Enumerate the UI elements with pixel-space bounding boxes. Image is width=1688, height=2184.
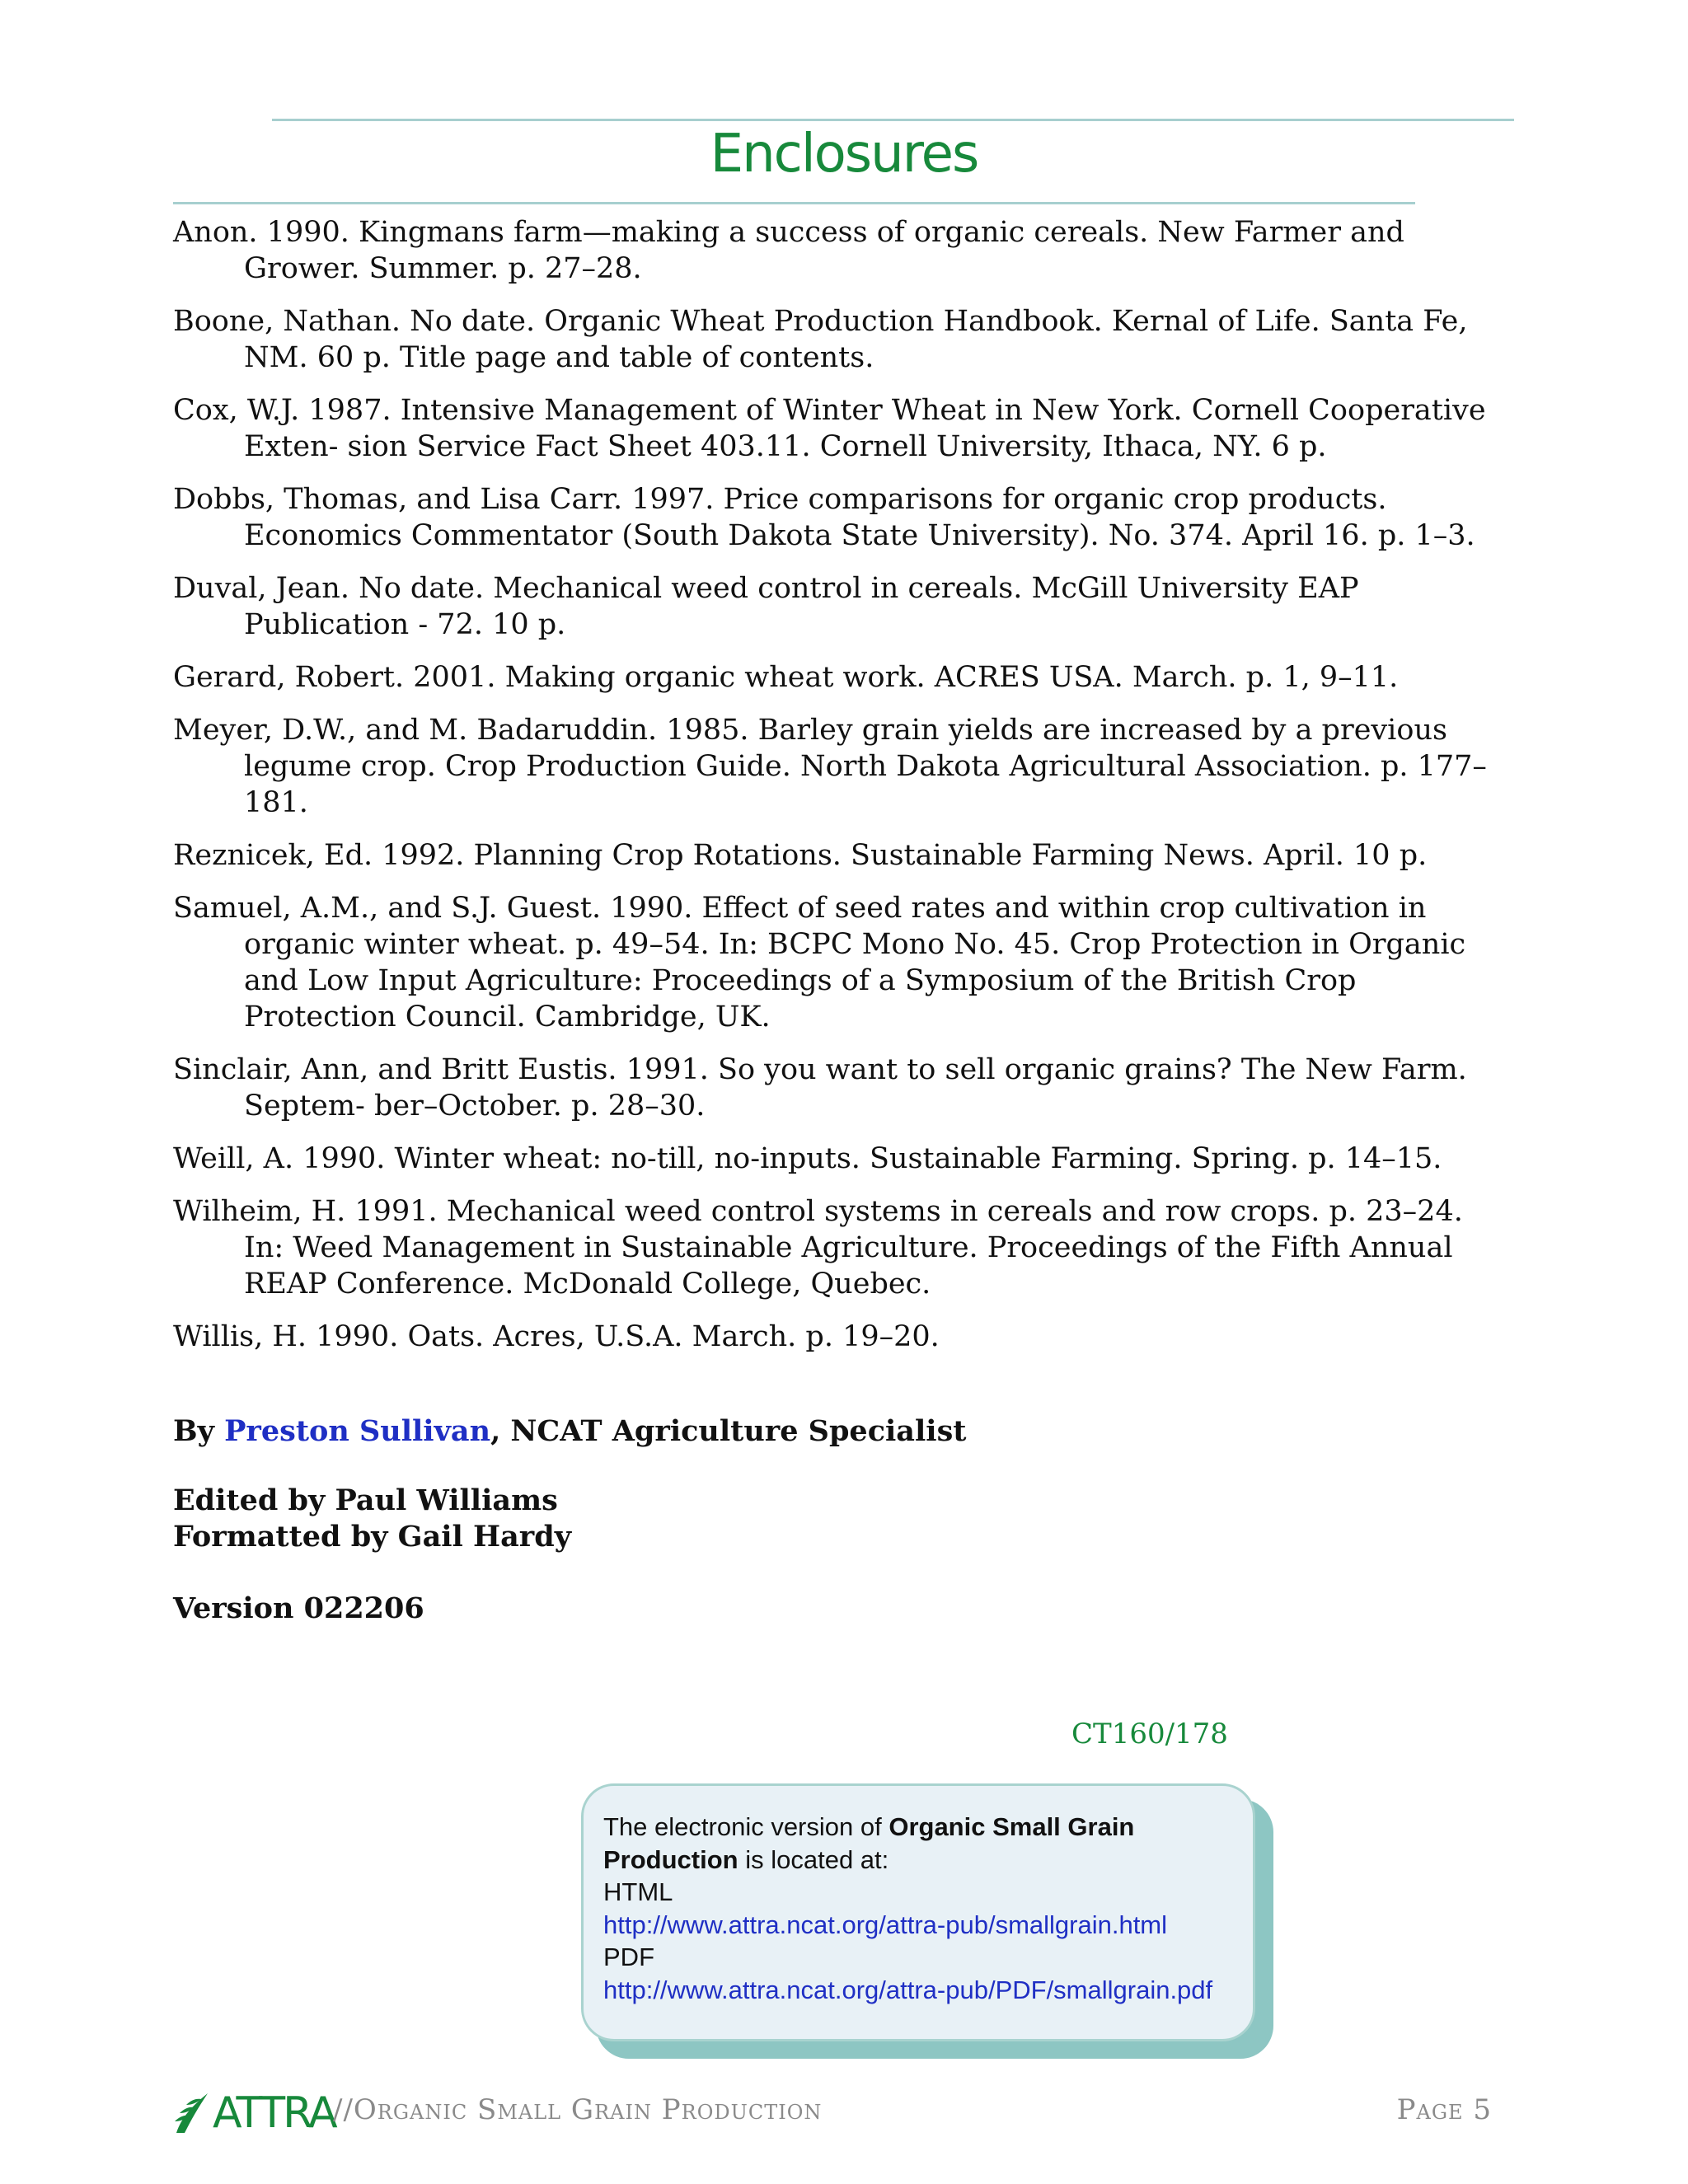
reference-item: Meyer, D.W., and M. Badaruddin. 1985. Barley grain yields are increased by a previous legume crop. Crop Production Guide. North Dakota Agricultural Association. p. 177–181. <box>173 714 1487 819</box>
html-url-link[interactable]: http://www.attra.ncat.org/attra-pub/smallgrain.html <box>603 1910 1168 1939</box>
publication-code: CT160/178 <box>1071 1718 1228 1750</box>
reference-item: Duval, Jean. No date. Mechanical weed control in cereals. McGill University EAP Publication - 72. 10 p. <box>173 572 1359 641</box>
reference-item: Weill, A. 1990. Winter wheat: no-till, no-inputs. Sustainable Farming. Spring. p. 14–15. <box>173 1142 1442 1175</box>
attra-logo <box>173 2088 335 2138</box>
publication-title: Organic Small Grain Production <box>603 1812 1135 1874</box>
author-line <box>173 1413 966 1450</box>
version-line: Version 022206 <box>173 1591 424 1625</box>
electronic-version-intro <box>603 1811 1233 1876</box>
formatter-line: Formatted by Gail Hardy <box>173 1520 572 1554</box>
page-title: Enclosures <box>710 124 978 185</box>
reference-item: Boone, Nathan. No date. Organic Wheat Production Handbook. Kernal of Life. Santa Fe, NM. 60 p. Title page and table of contents. <box>173 305 1468 374</box>
reference-item: Gerard, Robert. 2001. Making organic wheat work. ACRES USA. March. p. 1, 9–11. <box>173 661 1399 694</box>
page-number: Page 5 <box>1396 2093 1492 2126</box>
title-underline-rule <box>173 202 1415 204</box>
credits <box>173 1413 966 1627</box>
editor-line: Edited by Paul Williams <box>173 1483 558 1517</box>
author-prefix: By <box>173 1414 225 1448</box>
html-label: HTML <box>603 1877 673 1906</box>
author-link[interactable]: Preston Sullivan <box>224 1414 491 1448</box>
page-footer <box>173 2088 1517 2138</box>
author-role: , NCAT Agriculture Specialist <box>490 1414 967 1448</box>
pdf-label: PDF <box>603 1943 654 1971</box>
intro-lead: The electronic version of <box>603 1812 889 1841</box>
wheat-leaf-icon <box>173 2088 211 2135</box>
reference-item: Samuel, A.M., and S.J. Guest. 1990. Effect of seed rates and within crop cultivation in organic winter wheat. p. 49–54. In: BCPC Mono No. 45. Crop Protection in Organic and Low Input Agriculture: Proceedings of a Symposium of the British Crop Protection Council. Cambridge, UK. <box>173 892 1466 1033</box>
reference-item: Dobbs, Thomas, and Lisa Carr. 1997. Price comparisons for organic crop products. Economics Commentator (South Dakota State University). No. 374. April 16. p. 1–3. <box>173 483 1475 552</box>
footer-separator: // <box>333 2093 354 2126</box>
reference-item: Cox, W.J. 1987. Intensive Management of Winter Wheat in New York. Cornell Cooperative Exten- sion Service Fact Sheet 403.11. Cornell University, Ithaca, NY. 6 p. <box>173 394 1486 463</box>
reference-list <box>173 214 1508 1371</box>
reference-item: Reznicek, Ed. 1992. Planning Crop Rotations. Sustainable Farming News. April. 10 p. <box>173 839 1428 872</box>
footer-title <box>333 2093 822 2126</box>
pdf-url-link[interactable]: http://www.attra.ncat.org/attra-pub/PDF/smallgrain.pdf <box>603 1975 1213 2004</box>
reference-item: Sinclair, Ann, and Britt Eustis. 1991. So you want to sell organic grains? The New Farm. Septem- ber–October. p. 28–30. <box>173 1053 1467 1122</box>
reference-item: Willis, H. 1990. Oats. Acres, U.S.A. March. p. 19–20. <box>173 1320 940 1353</box>
logo-text: ATTRA <box>213 2088 335 2138</box>
reference-item: Anon. 1990. Kingmans farm—making a success of organic cereals. New Farmer and Grower. Summer. p. 27–28. <box>173 216 1404 285</box>
top-rule <box>272 119 1514 121</box>
reference-item: Wilheim, H. 1991. Mechanical weed control systems in cereals and row crops. p. 23–24. In: Weed Management in Sustainable Agriculture. Proceedings of the Fifth Annual REAP Conference. McDonald College, Quebec. <box>173 1195 1463 1301</box>
electronic-version-box <box>581 1783 1255 2041</box>
intro-trail: is located at: <box>738 1844 889 1874</box>
footer-doc-title: Organic Small Grain Production <box>353 2093 823 2126</box>
